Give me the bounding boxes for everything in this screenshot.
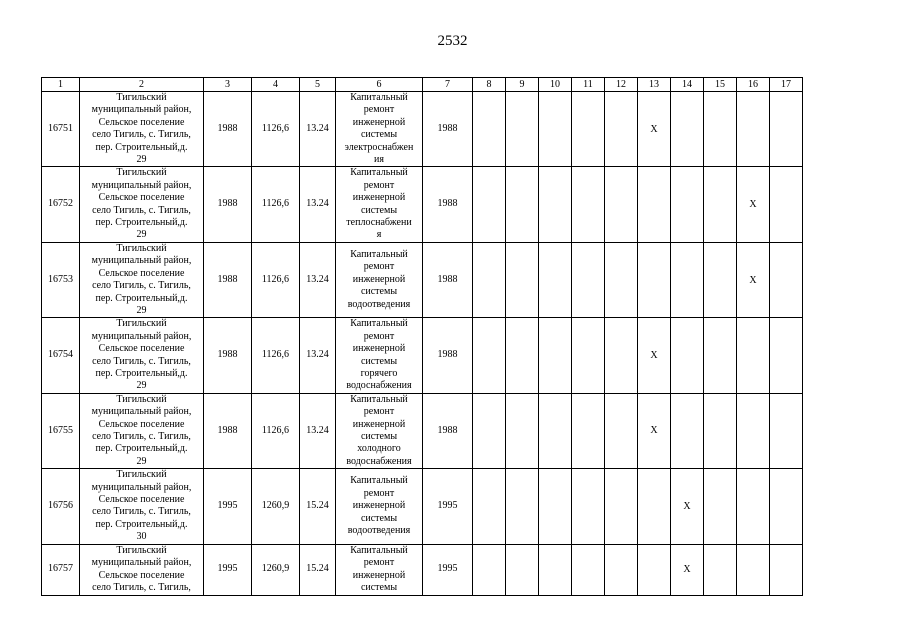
cell-mark-col-14 xyxy=(671,167,704,242)
cell-code-text: 13.24 xyxy=(306,123,329,135)
table-row xyxy=(42,167,803,242)
cell-work-text: Капитальный ремонт инженерной системы холодного водоснабжения xyxy=(346,393,412,467)
cell-year-text: 1988 xyxy=(217,198,238,210)
cell-area xyxy=(252,393,300,468)
cell-mark-col-9 xyxy=(506,167,539,242)
cell-mark-col-14 xyxy=(671,92,704,167)
cell-year xyxy=(204,318,252,393)
cell-address xyxy=(80,469,204,544)
cell-year xyxy=(204,92,252,167)
column-header-16: 16 xyxy=(737,78,770,92)
cell-code xyxy=(300,167,336,242)
cell-mark-col-14: X xyxy=(671,469,704,544)
cell-area xyxy=(252,544,300,595)
cell-work-text: Капитальный ремонт инженерной системы водоотведения xyxy=(347,475,411,537)
cell-mark-col-13 xyxy=(638,242,671,317)
cell-area xyxy=(252,92,300,167)
cell-year-work xyxy=(423,318,473,393)
cell-mark-col-10 xyxy=(539,393,572,468)
column-header-2: 2 xyxy=(80,78,204,92)
cell-id-text: 16756 xyxy=(48,500,73,512)
cell-area xyxy=(252,167,300,242)
cell-mark-col-14 xyxy=(671,393,704,468)
cell-year-work-text: 1995 xyxy=(437,563,458,575)
cell-address-text: Тигильский муниципальный район, Сельское поселение село Тигиль, с. Тигиль, пер. Строительный,д. 29 xyxy=(91,92,192,166)
cell-mark-col-9 xyxy=(506,469,539,544)
cell-mark-col-15 xyxy=(704,242,737,317)
cell-mark-col-15 xyxy=(704,469,737,544)
cell-year xyxy=(204,469,252,544)
column-header-7: 7 xyxy=(423,78,473,92)
cell-mark-col-11 xyxy=(572,469,605,544)
column-header-11: 11 xyxy=(572,78,605,92)
cell-year-work-text: 1988 xyxy=(437,198,458,210)
cell-year-text: 1988 xyxy=(217,424,238,436)
cell-mark-col-8 xyxy=(473,92,506,167)
cell-year-work-text: 1988 xyxy=(437,349,458,361)
column-header-10: 10 xyxy=(539,78,572,92)
cell-mark-col-17 xyxy=(770,393,803,468)
cell-year-work xyxy=(423,242,473,317)
cell-year-work-text: 1988 xyxy=(437,424,458,436)
cell-mark-col-13: X xyxy=(638,318,671,393)
cell-area-text: 1126,6 xyxy=(261,198,290,210)
cell-mark-col-13 xyxy=(638,469,671,544)
cell-year-text: 1988 xyxy=(217,349,238,361)
table-body xyxy=(42,92,803,596)
cell-mark-col-14: X xyxy=(671,544,704,595)
cell-address-text: Тигильский муниципальный район, Сельское поселение село Тигиль, с. Тигиль, пер. Строительный,д. 29 xyxy=(91,242,192,316)
cell-mark-col-17 xyxy=(770,469,803,544)
cell-mark-col-11 xyxy=(572,318,605,393)
cell-mark-col-8 xyxy=(473,469,506,544)
cell-area-text: 1126,6 xyxy=(261,424,290,436)
cell-mark-col-16 xyxy=(737,469,770,544)
cell-mark-col-13 xyxy=(638,544,671,595)
table-row xyxy=(42,469,803,544)
cell-id-text: 16755 xyxy=(48,424,73,436)
cell-mark-col-17 xyxy=(770,92,803,167)
cell-mark-col-16 xyxy=(737,318,770,393)
cell-mark-col-16 xyxy=(737,544,770,595)
column-header-15: 15 xyxy=(704,78,737,92)
column-header-12: 12 xyxy=(605,78,638,92)
header-row xyxy=(42,78,803,92)
cell-work-text: Капитальный ремонт инженерной системы электроснабжен ия xyxy=(344,92,414,166)
cell-address-text: Тигильский муниципальный район, Сельское поселение село Тигиль, с. Тигиль, пер. Строительный,д. 29 xyxy=(91,318,192,392)
cell-code-text: 13.24 xyxy=(306,273,329,285)
column-header-8: 8 xyxy=(473,78,506,92)
cell-year-text: 1995 xyxy=(217,563,238,575)
cell-mark-col-12 xyxy=(605,242,638,317)
cell-mark-col-8 xyxy=(473,544,506,595)
cell-year-work-text: 1988 xyxy=(437,273,458,285)
cell-mark-col-17 xyxy=(770,167,803,242)
cell-year-work xyxy=(423,92,473,167)
cell-year-work-text: 1988 xyxy=(437,123,458,135)
cell-id-text: 16751 xyxy=(48,123,73,135)
cell-year-text: 1988 xyxy=(217,273,238,285)
table-row xyxy=(42,242,803,317)
cell-mark-col-16 xyxy=(737,393,770,468)
cell-mark-col-17 xyxy=(770,544,803,595)
cell-mark-col-15 xyxy=(704,318,737,393)
cell-address xyxy=(80,242,204,317)
cell-area xyxy=(252,242,300,317)
cell-code xyxy=(300,92,336,167)
cell-year xyxy=(204,544,252,595)
column-header-17: 17 xyxy=(770,78,803,92)
page-number: 2532 xyxy=(437,33,468,49)
cell-id xyxy=(42,318,80,393)
table-row xyxy=(42,544,803,595)
cell-mark-col-10 xyxy=(539,92,572,167)
table-row xyxy=(42,318,803,393)
cell-mark-col-10 xyxy=(539,544,572,595)
cell-mark-col-17 xyxy=(770,318,803,393)
table-row xyxy=(42,393,803,468)
cell-mark-col-14 xyxy=(671,242,704,317)
cell-year xyxy=(204,393,252,468)
cell-mark-col-8 xyxy=(473,318,506,393)
cell-address xyxy=(80,318,204,393)
cell-work-text: Капитальный ремонт инженерной системы xyxy=(350,544,408,594)
cell-address-text: Тигильский муниципальный район, Сельское поселение село Тигиль, с. Тигиль, пер. Строительный,д. 29 xyxy=(91,393,192,467)
cell-area xyxy=(252,469,300,544)
cell-mark-col-13 xyxy=(638,167,671,242)
cell-area-text: 1126,6 xyxy=(261,349,290,361)
cell-year-text: 1995 xyxy=(217,500,238,512)
cell-mark-col-11 xyxy=(572,393,605,468)
cell-area xyxy=(252,318,300,393)
column-header-3: 3 xyxy=(204,78,252,92)
cell-mark-col-11 xyxy=(572,544,605,595)
cell-mark-col-10 xyxy=(539,167,572,242)
cell-mark-col-12 xyxy=(605,167,638,242)
cell-code xyxy=(300,544,336,595)
cell-mark-col-9 xyxy=(506,242,539,317)
cell-mark-col-12 xyxy=(605,469,638,544)
cell-mark-col-13: X xyxy=(638,393,671,468)
cell-year-work xyxy=(423,544,473,595)
cell-mark-col-9 xyxy=(506,393,539,468)
cell-mark-col-13: X xyxy=(638,92,671,167)
cell-code xyxy=(300,242,336,317)
cell-area-text: 1260,9 xyxy=(261,563,290,575)
cell-mark-col-16 xyxy=(737,92,770,167)
cell-id xyxy=(42,393,80,468)
cell-mark-col-10 xyxy=(539,469,572,544)
cell-work xyxy=(336,469,423,544)
cell-address xyxy=(80,92,204,167)
column-header-6: 6 xyxy=(336,78,423,92)
cell-id xyxy=(42,544,80,595)
cell-mark-col-9 xyxy=(506,318,539,393)
column-header-13: 13 xyxy=(638,78,671,92)
cell-work xyxy=(336,393,423,468)
cell-work xyxy=(336,92,423,167)
cell-work-text: Капитальный ремонт инженерной системы теплоснабжени я xyxy=(346,167,412,241)
cell-address xyxy=(80,167,204,242)
column-header-14: 14 xyxy=(671,78,704,92)
cell-address xyxy=(80,393,204,468)
cell-address-text: Тигильский муниципальный район, Сельское поселение село Тигиль, с. Тигиль, пер. Строительный,д. 30 xyxy=(91,469,192,543)
cell-mark-col-9 xyxy=(506,544,539,595)
cell-work-text: Капитальный ремонт инженерной системы горячего водоснабжения xyxy=(346,318,412,392)
cell-id-text: 16757 xyxy=(48,563,73,575)
cell-code-text: 13.24 xyxy=(306,349,329,361)
cell-id xyxy=(42,469,80,544)
cell-year-work xyxy=(423,469,473,544)
cell-mark-col-8 xyxy=(473,393,506,468)
cell-id-text: 16754 xyxy=(48,349,73,361)
cell-work xyxy=(336,318,423,393)
cell-mark-col-17 xyxy=(770,242,803,317)
cell-mark-col-15 xyxy=(704,92,737,167)
cell-year-text: 1988 xyxy=(217,123,238,135)
cell-mark-col-14 xyxy=(671,318,704,393)
cell-area-text: 1126,6 xyxy=(261,123,290,135)
cell-year xyxy=(204,242,252,317)
cell-code-text: 13.24 xyxy=(306,198,329,210)
cell-work xyxy=(336,544,423,595)
cell-id-text: 16752 xyxy=(48,198,73,210)
cell-code-text: 13.24 xyxy=(306,424,329,436)
cell-code xyxy=(300,393,336,468)
cell-mark-col-12 xyxy=(605,318,638,393)
cell-year xyxy=(204,167,252,242)
cell-mark-col-15 xyxy=(704,393,737,468)
cell-mark-col-9 xyxy=(506,92,539,167)
cell-mark-col-11 xyxy=(572,167,605,242)
cell-id xyxy=(42,92,80,167)
cell-mark-col-16: X xyxy=(737,167,770,242)
cell-year-work xyxy=(423,167,473,242)
cell-work xyxy=(336,242,423,317)
cell-mark-col-15 xyxy=(704,167,737,242)
table-row xyxy=(42,92,803,167)
cell-mark-col-11 xyxy=(572,92,605,167)
column-header-5: 5 xyxy=(300,78,336,92)
cell-mark-col-10 xyxy=(539,318,572,393)
cell-address-text: Тигильский муниципальный район, Сельское поселение село Тигиль, с. Тигиль, xyxy=(91,544,192,594)
cell-work-text: Капитальный ремонт инженерной системы водоотведения xyxy=(347,249,411,310)
cell-mark-col-8 xyxy=(473,167,506,242)
cell-mark-col-16: X xyxy=(737,242,770,317)
cell-area-text: 1260,9 xyxy=(261,500,290,512)
cell-year-work-text: 1995 xyxy=(437,500,458,512)
cell-mark-col-15 xyxy=(704,544,737,595)
column-header-9: 9 xyxy=(506,78,539,92)
cell-year-work xyxy=(423,393,473,468)
cell-id xyxy=(42,242,80,317)
cell-code xyxy=(300,469,336,544)
cell-address-text: Тигильский муниципальный район, Сельское поселение село Тигиль, с. Тигиль, пер. Строительный,д. 29 xyxy=(91,167,192,241)
cell-code-text: 15.24 xyxy=(306,563,329,575)
cell-area-text: 1126,6 xyxy=(261,273,290,285)
cell-mark-col-12 xyxy=(605,393,638,468)
cell-code-text: 15.24 xyxy=(306,500,329,512)
works-table xyxy=(41,77,803,596)
cell-id xyxy=(42,167,80,242)
cell-mark-col-10 xyxy=(539,242,572,317)
cell-address xyxy=(80,544,204,595)
cell-mark-col-8 xyxy=(473,242,506,317)
cell-mark-col-12 xyxy=(605,92,638,167)
column-header-4: 4 xyxy=(252,78,300,92)
cell-id-text: 16753 xyxy=(48,273,73,285)
cell-mark-col-12 xyxy=(605,544,638,595)
cell-code xyxy=(300,318,336,393)
cell-work xyxy=(336,167,423,242)
cell-mark-col-11 xyxy=(572,242,605,317)
column-header-1: 1 xyxy=(42,78,80,92)
